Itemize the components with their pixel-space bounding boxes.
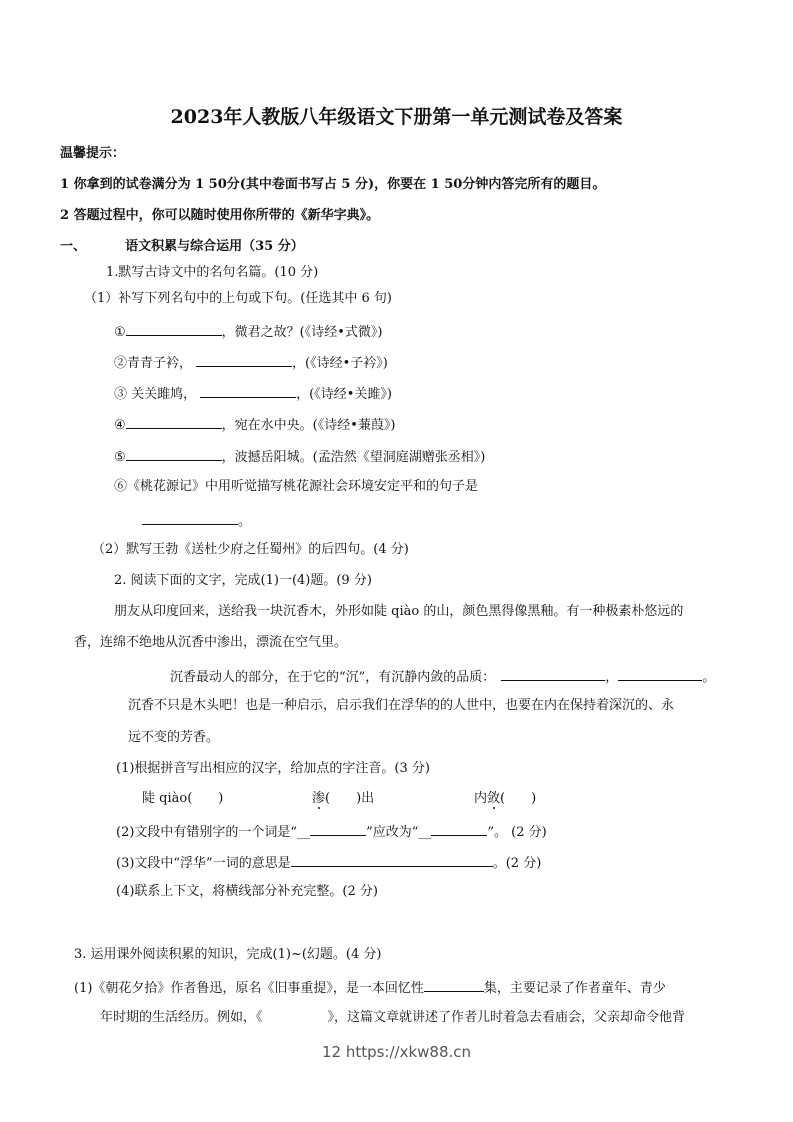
- section-heading: [60, 238, 304, 256]
- passage-line-3: [170, 666, 715, 687]
- comma: ，: [605, 670, 619, 685]
- q2-sub3: [116, 852, 541, 873]
- page-footer: 12 https://xkw88.cn: [321, 1043, 472, 1061]
- item-text: 《桃花源记》中用听觉描写桃花源社会环境安定平和的句子是: [127, 479, 479, 494]
- item-text: 关关雎鸠，: [127, 387, 197, 402]
- tip-1: 1 你拿到的试卷满分为 1 50分(其中卷面书写占 5 分)，你要在 1 50分钟内答完所有的题目。: [60, 177, 606, 192]
- item-number: ②: [114, 356, 128, 371]
- section-number: 一、: [60, 239, 87, 254]
- poem-item-6-answer: [142, 510, 251, 531]
- answer-blank[interactable]: [126, 321, 222, 336]
- sub3-text: (3)文段中“浮华”一词的意思是: [116, 856, 291, 871]
- q3-part1-line1: [74, 977, 666, 998]
- item-text: ，微君之故？(《诗经•式微》): [221, 325, 383, 340]
- sub2-text: (2)文段中有错别字的一个词是“__: [116, 825, 311, 840]
- passage-line-5: 远不变的芳香。: [128, 730, 220, 745]
- q2-sub1-label: (1)根据拼音写出相应的汉字，给加点的字注音。(3 分): [116, 761, 430, 776]
- poem-item-3: [114, 383, 392, 404]
- answer-blank[interactable]: [196, 352, 292, 367]
- q1-label: 1.默写古诗文中的名句名篇。(10 分): [106, 265, 319, 280]
- q2-label: 2. 阅读下面的文字，完成(1)一(4)题。(9 分): [114, 573, 372, 588]
- sub2-text: ”应改为“__: [366, 825, 432, 840]
- poem-item-5: [114, 446, 485, 467]
- item-text: ，(《诗经•关雎》): [296, 387, 392, 402]
- dotted-char: 敛: [487, 791, 501, 806]
- q2-sub1-item-1[interactable]: 陡 qiào( ): [142, 791, 224, 806]
- item-number: ⑤: [114, 450, 126, 465]
- passage-text: 沉香最动人的部分，在于它的“沉”，有沉静内敛的品质：: [170, 670, 496, 685]
- item-text: ，宛在水中央。(《诗经•蒹葭》): [221, 418, 396, 433]
- poem-item-6: [114, 478, 478, 496]
- q3-part1-line2: 年时期的生活经历。例如，《 》，这篇文章就讲述了作者儿时着急去看庙会，父亲却命令他背: [100, 1010, 686, 1025]
- section-title: 语文积累与综合运用（35 分）: [125, 239, 304, 254]
- answer-blank[interactable]: [142, 510, 238, 525]
- tips-heading: 温馨提示：: [60, 146, 126, 161]
- dotted-char: 渗: [312, 791, 326, 806]
- answer-blank[interactable]: [200, 383, 296, 398]
- item-text: ，(《诗经•子衿》): [292, 356, 388, 371]
- item-number: ④: [114, 418, 126, 433]
- q3-text: (1)《朝花夕拾》作者鲁迅，原名《旧事重提》，是一本回忆性: [74, 981, 424, 996]
- sub2-text: ”。 (2 分): [487, 825, 547, 840]
- item-text: ，波撼岳阳城。(孟浩然《望洞庭湖赠张丞相》): [221, 450, 486, 465]
- passage-line-2: 香，连绵不绝地从沉香中渗出，漂流在空气里。: [74, 635, 348, 650]
- passage-line-1: 朋友从印度回来，送给我一块沉香木，外形如陡 qiào 的山，颜色黑得像黑釉。有一种极素朴悠远的: [114, 604, 684, 619]
- q3-label: 3. 运用课外阅读积累的知识，完成(1)~(幻题。(4 分): [74, 947, 382, 962]
- answer-blank[interactable]: [126, 414, 222, 429]
- q2-sub1-item-2[interactable]: 渗( )出: [312, 791, 375, 806]
- answer-blank[interactable]: [291, 852, 493, 867]
- item-text: 青青子衿，: [127, 356, 193, 371]
- answer-blank[interactable]: [501, 666, 605, 681]
- q1-part2: （2）默写王勃《送杜少府之任蜀州》的后四句。(4 分): [92, 542, 409, 557]
- item-number: ⑥: [114, 479, 128, 494]
- q2-sub4: (4)联系上下文，将横线部分补充完整。(2 分): [116, 884, 378, 899]
- item-number: ①: [114, 325, 126, 340]
- q1-part1-label: （1）补写下列名句中的上句或下句。(任选其中 6 句): [84, 291, 392, 306]
- poem-item-1: [114, 321, 382, 342]
- item-text: 。: [238, 514, 252, 529]
- answer-blank[interactable]: [126, 446, 222, 461]
- answer-blank[interactable]: [618, 666, 702, 681]
- answer-blank[interactable]: [431, 821, 487, 836]
- tip-2: 2 答题过程中，你可以随时使用你所带的《新华字典》。: [60, 208, 380, 223]
- sub3-text: 。(2 分): [492, 856, 542, 871]
- answer-blank[interactable]: [424, 977, 484, 992]
- page-title: 2023年人教版八年级语文下册第一单元测试卷及答案: [170, 106, 623, 128]
- q2-sub2: [116, 821, 547, 842]
- q3-text: 集，主要记录了作者童年、青少: [483, 981, 666, 996]
- passage-line-4: 沉香不只是木头吧！也是一种启示，启示我们在浮华的的人世中，也要在内在保持着深沉的、永: [128, 698, 675, 713]
- item-number: ③: [114, 387, 128, 402]
- poem-item-2: [114, 352, 388, 373]
- q2-sub1-item-3[interactable]: 内敛( ): [474, 791, 537, 806]
- period: 。: [702, 670, 716, 685]
- answer-blank[interactable]: [310, 821, 366, 836]
- poem-item-4: [114, 414, 395, 435]
